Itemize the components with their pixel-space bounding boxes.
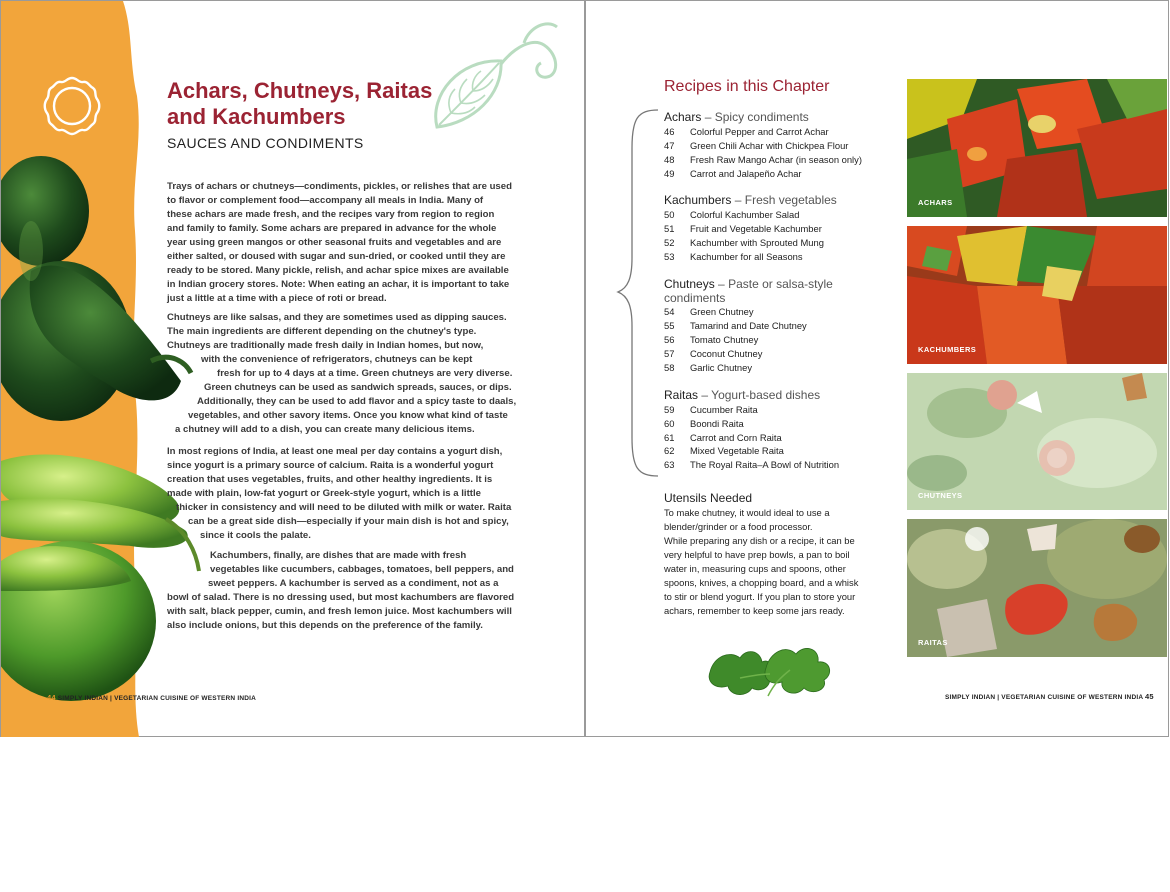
recipe-item: 50 Colorful Kachumber Salad	[664, 209, 800, 220]
recipes-title: Recipes in this Chapter	[664, 78, 830, 95]
photo-label-kachumbers: KACHUMBERS	[918, 345, 977, 354]
utensils-heading: Utensils Needed	[664, 491, 753, 505]
recipe-item: 60 Boondi Raita	[664, 418, 744, 429]
flower-badge-icon	[41, 75, 103, 137]
recipe-item: 47 Green Chili Achar with Chickpea Flour	[664, 140, 849, 151]
recipe-item: 63 The Royal Raita–A Bowl of Nutrition	[664, 459, 840, 470]
left-running-footer: SIMPLY INDIAN | VEGETARIAN CUISINE OF WESTERN INDIA	[57, 695, 257, 702]
recipe-item: 49 Carrot and Jalapeño Achar	[664, 168, 802, 179]
photo-chutneys	[907, 373, 1167, 510]
photo-achars	[907, 79, 1167, 217]
cilantro-leaf-image	[700, 628, 838, 700]
recipe-item: 56 Tomato Chutney	[664, 334, 759, 345]
recipe-item: 62 Mixed Vegetable Raita	[664, 445, 784, 456]
section-chutneys-heading: Chutneys – Paste or salsa-style	[664, 277, 833, 291]
recipe-item: 55 Tamarind and Date Chutney	[664, 320, 807, 331]
recipe-item: 59 Cucumber Raita	[664, 404, 758, 415]
section-chutneys-heading-cont: condiments	[664, 291, 726, 305]
recipe-item: 48 Fresh Raw Mango Achar (in season only)	[664, 154, 862, 165]
section-kachumbers-heading: Kachumbers – Fresh vegetables	[664, 193, 837, 207]
right-running-footer: SIMPLY INDIAN | VEGETARIAN CUISINE OF WESTERN INDIA	[945, 694, 1144, 701]
recipe-item: 52 Kachumber with Sprouted Mung	[664, 237, 824, 248]
photo-label-chutneys: CHUTNEYS	[918, 491, 963, 500]
paragraph-raitas: In most regions of India, at least one meal per day contains a yogurt dish, since yogurt is a primary source of calcium. Raita is a wonderful yogurt creation that uses vegetables, fruits, and other healthy ingredients. It is made with plain, low-fat yogurt or Greek-style yogurt, which is a little thicker in consistency and will need to be diluted with milk or water. Raita can be a great side dish—especially if your main dish is hot and spicy, since it cools the palate.	[167, 446, 512, 541]
curly-brace-decoration	[614, 108, 660, 478]
recipe-item: 53 Kachumber for all Seasons	[664, 251, 803, 262]
page-number-left: 44	[47, 693, 56, 702]
chapter-subtitle: SAUCES AND CONDIMENTS	[167, 135, 364, 151]
recipe-item: 46 Colorful Pepper and Carrot Achar	[664, 126, 829, 137]
left-folio	[47, 693, 256, 702]
page-number-right: 45	[1145, 692, 1154, 701]
recipe-item: 61 Carrot and Corn Raita	[664, 432, 782, 443]
recipe-item: 58 Garlic Chutney	[664, 362, 753, 373]
section-raitas-heading: Raitas – Yogurt-based dishes	[664, 388, 821, 402]
recipe-item: 51 Fruit and Vegetable Kachumber	[664, 223, 822, 234]
utensils-text: To make chutney, it would ideal to use a blender/grinder or a food processor. While preparing any dish or a recipe, it can be very helpful to have prep bowls, a pan to boil water in, measuring cups and spoons, other spoons, knives, a chopping board, and a whisk to stir or blend yogurt. If you plan to store your achars, remember to keep some jars ready.	[664, 507, 859, 616]
recipe-item: 54 Green Chutney	[664, 306, 754, 317]
photo-kachumbers	[907, 226, 1167, 364]
paragraph-achars: Trays of achars or chutneys—condiments, pickles, or relishes that are used to flavor or complement food—accompany all meals in India. Many of these achars are made fresh, and the recipes vary from region to region and family to family. Some achars are prepared in advance for the whole year using green mangos or other seasonal fruits and vegetables and are either salted, or doused with sugar and sun-dried, or cooked until they are ready to be stored. Many pickle, relish, and achar spice mixes are available in Indian grocery stores. Note: When eating an achar, it is important to take just a little at a time with a piece of roti or bread.	[167, 181, 512, 304]
paragraph-chutneys: Chutneys are like salsas, and they are sometimes used as dipping sauces. The main ingredients are different depending on the chutney's type. Chutneys are traditionally made fresh daily in Indian homes, but now, with the convenience of refrigerators, chutneys can be kept fresh for up to 4 days at a time. Green chutneys are very diverse. Green chutneys can be used as sandwich spreads, sauces, or dips. Additionally, they can be used to add flavor and a spicy taste to daals, vegetables, and other savory items. Once you know what kind of taste a chutney will add to a dish, you can create many delicious items.	[167, 312, 517, 435]
paragraph-kachumbers: Kachumbers, finally, are dishes that are made with fresh vegetables like cucumbers, cabbages, tomatoes, bell peppers, and sweet peppers. A kachumber is served as a condiment, not as a bowl of salad. There is no dressing used, but most kachumbers are flavored with salt, black pepper, cumin, and fresh lemon juice. Most kachumbers will also include onions, but this depends on the preference of the family.	[167, 550, 515, 631]
recipe-item: 57 Coconut Chutney	[664, 348, 763, 359]
left-page	[0, 0, 585, 737]
photo-raitas	[907, 519, 1167, 657]
section-achars-heading: Achars – Spicy condiments	[664, 110, 809, 124]
photo-label-raitas: RAITAS	[918, 638, 948, 647]
chutneys-photo-image	[907, 373, 1167, 510]
photo-label-achars: ACHARS	[918, 198, 953, 207]
chapter-title: Achars, Chutneys, Raitas and Kachumbers	[167, 78, 433, 129]
achars-photo-image	[907, 79, 1167, 217]
right-folio	[945, 692, 1154, 701]
kachumbers-photo-image	[907, 226, 1167, 364]
raitas-photo-image	[907, 519, 1167, 657]
